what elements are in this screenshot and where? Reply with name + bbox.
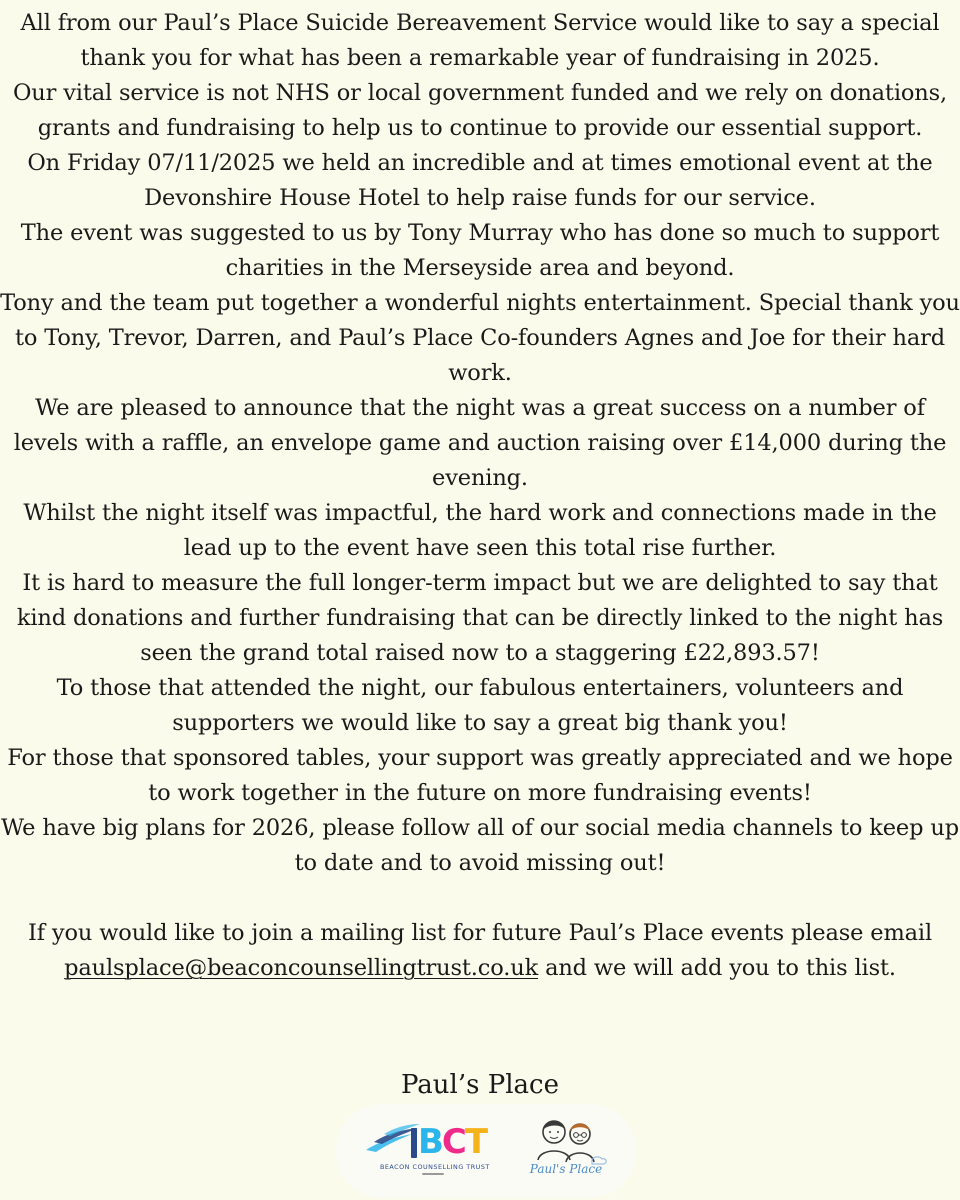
paragraph-sponsors-thanks: For those that sponsored tables, your support was greatly appreciated and we hope to work together in the future on more fundraising events! <box>7 745 953 806</box>
email-link[interactable]: paulsplace@beaconcounsellingtrust.co.uk <box>64 955 539 981</box>
mailing-list-outro: and we will add you to this list. <box>538 955 896 981</box>
paragraph-grand-total: It is hard to measure the full longer-term impact but we are delighted to say that kind donations and further fundraising that can be directly linked to the night has seen the grand total raised now to a staggering £22,893.57! <box>16 570 944 666</box>
paragraph-mailing-list <box>0 916 960 986</box>
bct-letter-t: T <box>464 1122 487 1162</box>
paragraph-team-thanks: Tony and the team put together a wonderful nights entertainment. Special thank you to Tony, Trevor, Darren, and Paul’s Place Co-founders Agnes and Joe for their hard work. <box>0 290 960 386</box>
logo-panel <box>336 1104 636 1198</box>
bct-letter-c: C <box>441 1122 465 1162</box>
paragraph-event-date: On Friday 07/11/2025 we held an incredible and at times emotional event at the Devonshire House Hotel to help raise funds for our service. <box>27 150 933 211</box>
pauls-place-logo <box>522 1112 610 1194</box>
founders-portrait-icon <box>522 1112 610 1168</box>
pauls-place-wordmark: Paul's Place <box>529 1162 603 1176</box>
paragraph-attendees-thanks: To those that attended the night, our fabulous entertainers, volunteers and supporters we would like to say a great big thank you! <box>56 675 904 736</box>
paragraph-funding: Our vital service is not NHS or local government funded and we rely on donations, grants and fundraising to help us to continue to provide our essential support. <box>12 80 948 141</box>
paragraph-future-plans: We have big plans for 2026, please follow all of our social media channels to keep up to date and to avoid missing out! <box>1 815 959 876</box>
paragraph-total-rise: Whilst the night itself was impactful, the hard work and connections made in the lead up to the event have seen this total rise further. <box>23 500 937 561</box>
paragraph-gap <box>0 881 960 916</box>
bct-tagline-mark <box>422 1173 423 1175</box>
paragraph-event-origin: The event was suggested to us by Tony Murray who has done so much to support charities in the Merseyside area and beyond. <box>20 220 940 281</box>
signoff: Paul’s Place <box>400 1070 560 1100</box>
bct-letter-b: B <box>418 1122 442 1162</box>
bct-letters <box>418 1122 486 1162</box>
bct-name: BEACON COUNSELLING TRUST <box>380 1163 490 1171</box>
letter-body <box>0 6 960 986</box>
beacon-flame-icon <box>362 1120 424 1164</box>
paragraph-intro-thanks: All from our Paul’s Place Suicide Bereavement Service would like to say a special thank you for what has been a remarkable year of fundraising in 2025. <box>20 10 940 71</box>
paragraph-night-success: We are pleased to announce that the night was a great success on a number of levels with a raffle, an envelope game and auction raising over £14,000 during the evening. <box>13 395 947 491</box>
mailing-list-intro: If you would like to join a mailing list for future Paul’s Place events please email <box>27 920 933 946</box>
beacon-counselling-trust-logo <box>362 1120 512 1190</box>
